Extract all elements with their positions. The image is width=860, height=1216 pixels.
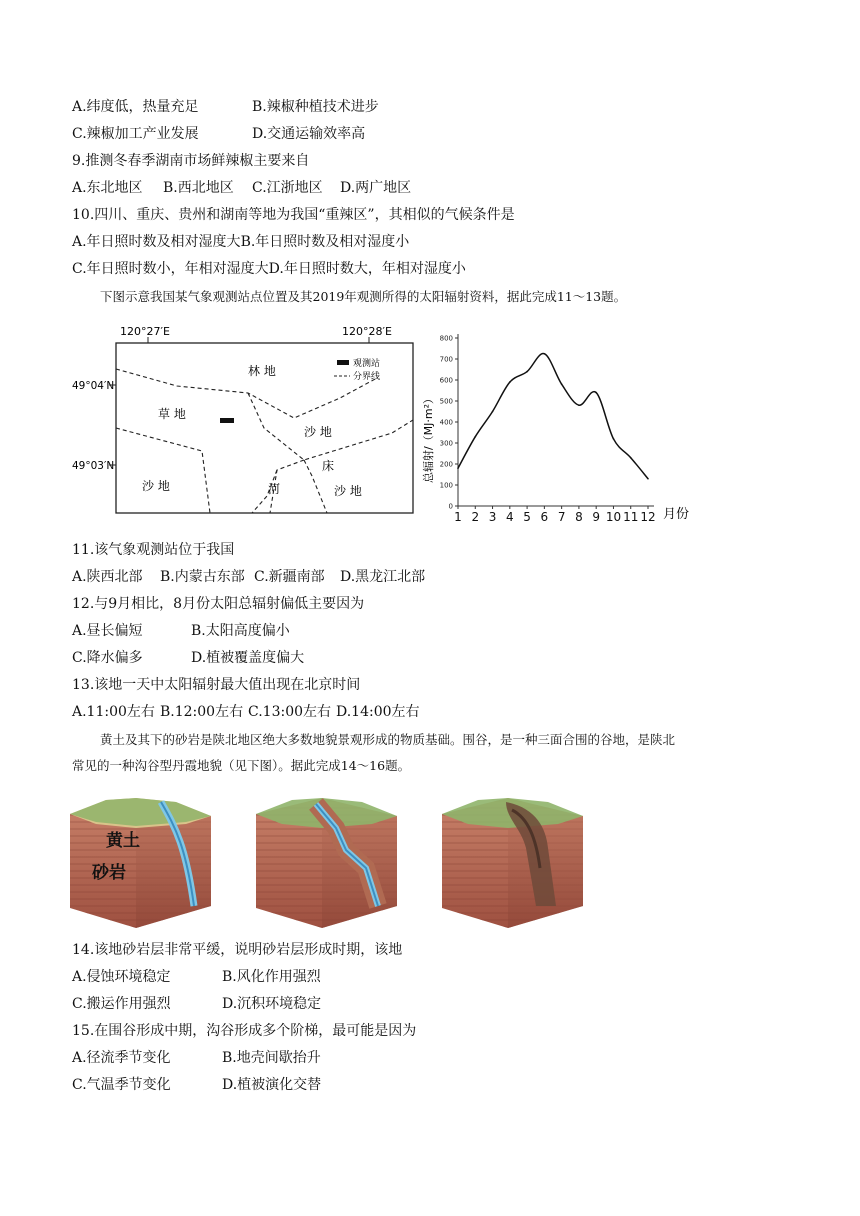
- q10-option-c: C.年日照时数小，年相对湿度大: [72, 261, 269, 277]
- chart-y-tick-label: 300: [439, 439, 453, 448]
- q11-option-c: C.新疆南部: [254, 569, 325, 585]
- chart-y-tick-label: 700: [439, 355, 453, 364]
- q12-option-b: B.太阳高度偏小: [191, 623, 290, 639]
- q9-option-a: A.东北地区: [72, 180, 143, 196]
- valley-block-diagrams: [66, 788, 596, 930]
- q11-stem: 11.该气象观测站位于我国: [72, 542, 235, 558]
- q14-option-a: A.侵蚀环境稳定: [72, 969, 171, 985]
- q9-stem: 9.推测冬春季湖南市场鲜辣椒主要来自: [72, 153, 310, 169]
- map-label-river: 河: [268, 482, 281, 496]
- q8-options-row1: [72, 98, 379, 116]
- block-diagram-1: [70, 798, 211, 928]
- chart-x-tick-label: 6: [540, 510, 549, 524]
- q14-options-row2: [72, 995, 321, 1013]
- chart-x-tick-label: 4: [505, 510, 514, 524]
- radiation-point-month-1: [457, 467, 459, 469]
- map-label-grass: 草 地: [158, 407, 186, 421]
- q10-option-a: A.年日照时数及相对湿度大: [72, 234, 241, 250]
- station-map: [72, 318, 417, 518]
- q8-option-a: A.纬度低，热量充足: [72, 99, 199, 115]
- q13-stem: 13.该地一天中太阳辐射最大值出现在北京时间: [72, 677, 361, 693]
- q10-options-row1: [72, 233, 409, 251]
- q12-stem: 12.与9月相比，8月份太阳总辐射偏低主要因为: [72, 596, 365, 612]
- radiation-series-line: [458, 354, 648, 479]
- map-label-sand3: 沙 地: [334, 484, 362, 498]
- chart-x-tick-label: 8: [575, 510, 583, 524]
- q12-option-a: A.昼长偏短: [72, 623, 143, 639]
- q8-option-b: B.辣椒种植技术进步: [252, 99, 379, 115]
- chart-x-tick-label: 12: [640, 510, 656, 524]
- q8-option-d: D.交通运输效率高: [252, 126, 366, 142]
- map-label-sand2: 沙 地: [142, 479, 170, 493]
- q8-option-c: C.辣椒加工产业发展: [72, 126, 199, 142]
- chart-x-tick-label: 11: [623, 510, 639, 524]
- legend-station-label: 观测站: [353, 359, 381, 369]
- map-lat-top: 49°04′N: [72, 380, 115, 392]
- radiation-chart: [418, 328, 693, 528]
- chart-x-tick-label: 7: [557, 510, 566, 524]
- q15-options-row1: [72, 1049, 321, 1067]
- chart-x-tick-label: 1: [454, 510, 462, 524]
- block-diagram-3: [442, 798, 583, 928]
- station-marker: [220, 418, 234, 423]
- map-lon-right: 120°28′E: [342, 325, 392, 338]
- chart-y-tick-label: 500: [439, 397, 453, 406]
- q9-options: [72, 179, 411, 197]
- q9-option-d: D.两广地区: [340, 180, 412, 196]
- q14-options-row1: [72, 968, 321, 986]
- q15-option-a: A.径流季节变化: [72, 1050, 171, 1066]
- chart-y-tick-label: 200: [439, 460, 453, 469]
- radiation-point-month-10: [613, 438, 615, 440]
- chart-y-tick-label: 0: [448, 502, 453, 511]
- radiation-point-month-11: [630, 457, 632, 459]
- chart-ticks: [440, 335, 656, 525]
- intro-11-13: 下图示意我国某气象观测站点位置及其2019年观测所得的太阳辐射资料，据此完成11～13题。: [100, 289, 627, 304]
- label-loess: 黄土: [106, 831, 140, 851]
- intro-14-16-line2: 常见的一种沟谷型丹霞地貌（见下图）。据此完成14～16题。: [72, 758, 411, 773]
- q12-option-d: D.植被覆盖度偏大: [191, 650, 305, 666]
- chart-x-tick-label: 10: [605, 510, 622, 524]
- q9-option-c: C.江浙地区: [252, 180, 323, 196]
- q11-option-d: D.黑龙江北部: [340, 569, 426, 585]
- map-label-sand1: 沙 地: [304, 425, 332, 439]
- radiation-point-month-6: [544, 353, 546, 355]
- map-lon-left: 120°27′E: [120, 325, 170, 338]
- q10-option-b: B.年日照时数及相对湿度小: [240, 234, 410, 250]
- q12-options-row1: [72, 622, 290, 640]
- intro-14-16-line1: 黄土及其下的砂岩是陕北地区绝大多数地貌景观形成的物质基础。围谷，是一种三面合围的谷地，是陕北: [100, 732, 676, 747]
- chart-xlabel: 月份: [663, 507, 690, 522]
- q13-option-d: D.14:00左右: [336, 704, 420, 720]
- q13-option-b: B.12:00左右: [160, 704, 244, 720]
- radiation-point-month-12: [647, 478, 649, 480]
- q15-option-c: C.气温季节变化: [72, 1077, 171, 1093]
- q14-option-c: C.搬运作用强烈: [72, 996, 171, 1012]
- q11-option-a: A.陕西北部: [72, 569, 143, 585]
- label-sandstone: 砂岩: [92, 863, 126, 883]
- radiation-point-month-2: [474, 436, 476, 438]
- q10-stem: 10.四川、重庆、贵州和湖南等地为我国“重辣区”，其相似的气候条件是: [72, 207, 515, 223]
- chart-y-tick-label: 800: [439, 334, 453, 343]
- q15-option-b: B.地壳间歇抬升: [222, 1050, 321, 1066]
- chart-ylabel: 总辐射/（MJ·m²）: [422, 392, 435, 484]
- radiation-point-month-7: [561, 383, 563, 385]
- q12-options-row2: [72, 649, 304, 667]
- q14-stem: 14.该地砂岩层非常平缓，说明砂岩层形成时期，该地: [72, 942, 403, 958]
- q11-option-b: B.内蒙古东部: [160, 569, 245, 585]
- q13-option-c: C.13:00左右: [248, 704, 332, 720]
- radiation-point-month-9: [595, 392, 597, 394]
- q11-options: [72, 568, 425, 586]
- chart-x-tick-label: 9: [592, 510, 601, 524]
- q10-options-row2: [72, 260, 466, 278]
- q14-option-b: B.风化作用强烈: [222, 969, 321, 985]
- q9-option-b: B.西北地区: [163, 180, 234, 196]
- q15-stem: 15.在围谷形成中期，沟谷形成多个阶梯，最可能是因为: [72, 1023, 417, 1039]
- q8-options-row2: [72, 125, 365, 143]
- q13-options: [72, 703, 420, 721]
- q10-option-d: D.年日照时数大，年相对湿度小: [268, 261, 466, 277]
- radiation-point-month-5: [526, 371, 528, 373]
- legend-boundary-label: 分界线: [353, 372, 381, 382]
- map-label-bed: 床: [322, 459, 335, 473]
- q12-option-c: C.降水偏多: [72, 650, 143, 666]
- radiation-point-month-3: [492, 411, 494, 413]
- chart-x-tick-label: 5: [523, 510, 531, 524]
- chart-y-tick-label: 400: [439, 418, 453, 427]
- radiation-point-month-4: [509, 381, 511, 383]
- q14-option-d: D.沉积环境稳定: [222, 996, 322, 1012]
- map-label-forest: 林 地: [248, 364, 276, 378]
- radiation-point-month-8: [578, 404, 580, 406]
- chart-y-tick-label: 100: [439, 481, 453, 490]
- chart-x-tick-label: 3: [488, 510, 497, 524]
- chart-y-tick-label: 600: [439, 376, 453, 385]
- q15-option-d: D.植被演化交替: [222, 1077, 322, 1093]
- chart-x-tick-label: 2: [471, 510, 480, 524]
- map-lat-bottom: 49°03′N: [72, 460, 115, 472]
- block-diagram-2: [256, 798, 397, 928]
- q13-option-a: A.11:00左右: [72, 704, 155, 720]
- q15-options-row2: [72, 1076, 321, 1094]
- legend-station-icon: [337, 360, 349, 365]
